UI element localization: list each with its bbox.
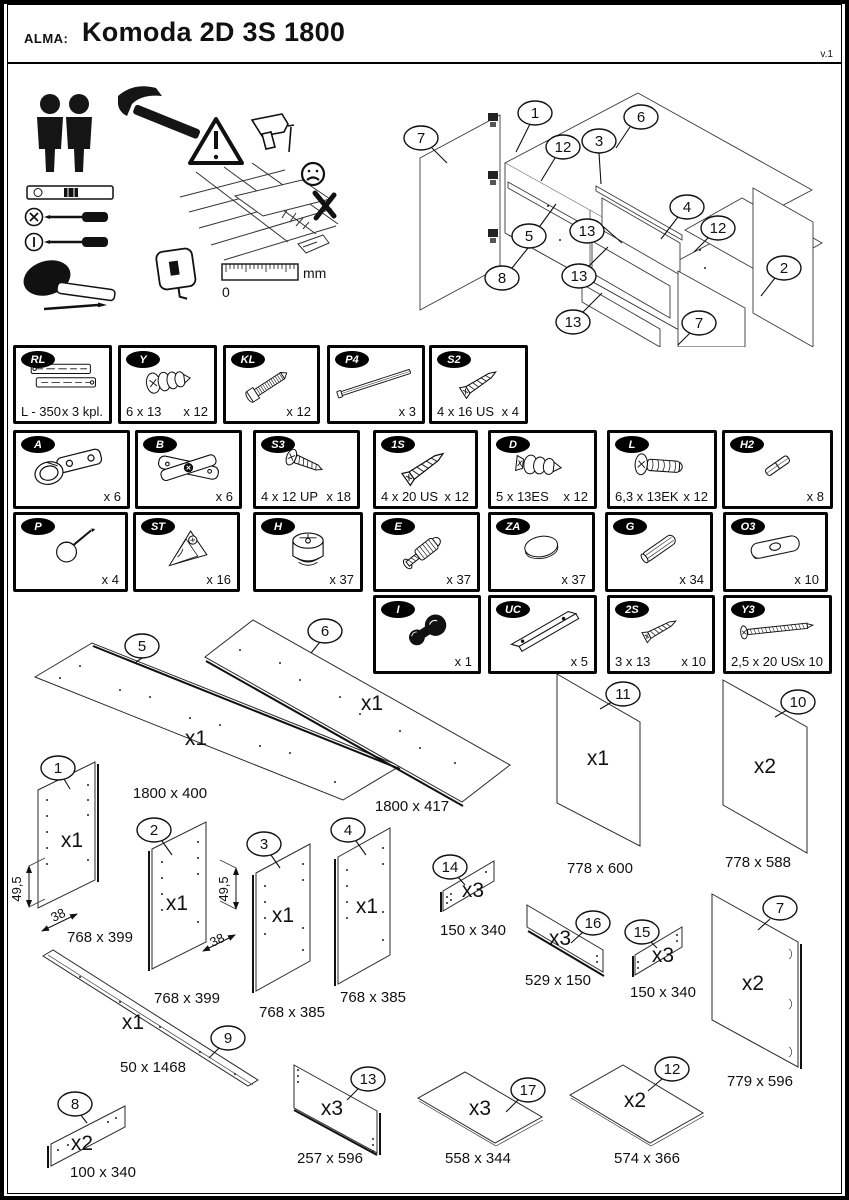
panel-17	[418, 1072, 545, 1167]
panel-dims: 150 x 340	[630, 984, 696, 1001]
part-spec: 4 x 20 US	[381, 489, 439, 504]
ruler-icon	[222, 264, 298, 280]
panel-callout: 8	[70, 1096, 80, 1113]
hardware-item-st	[133, 512, 240, 592]
panel-dims: 100 x 340	[70, 1164, 136, 1181]
part-qty: x 12	[444, 489, 469, 504]
part-qty: x 10	[681, 654, 706, 669]
panel-qty: x2	[623, 1089, 647, 1112]
hardware-item-s3	[253, 430, 360, 509]
part-qty: x 12	[286, 404, 311, 419]
callout-number: 5	[524, 228, 534, 245]
callout-number: 8	[497, 270, 507, 287]
hardware-item-kl	[223, 345, 320, 424]
part-code-badge: O3	[731, 518, 765, 535]
panel-dims: 768 x 399	[154, 990, 220, 1007]
panel-qty: x3	[651, 944, 675, 967]
panel-11	[557, 674, 640, 877]
panel-7	[712, 894, 801, 1090]
hammer-icon	[118, 86, 201, 139]
part-qty: x 37	[561, 572, 586, 587]
panel-qty: x2	[753, 755, 777, 778]
part-code-badge: A	[21, 436, 55, 453]
part-qty: x 37	[329, 572, 354, 587]
rubber-mallet-icon	[19, 254, 116, 301]
hardware-item-rl	[13, 345, 112, 424]
part-spec: 4 x 16 US	[437, 404, 495, 419]
header	[8, 5, 841, 64]
ruler-zero-label: 0	[222, 284, 230, 300]
hardware-item-h	[253, 512, 363, 592]
panel-callout: 10	[789, 694, 807, 711]
hardware-item-p	[13, 512, 128, 592]
panel-qty: x3	[548, 927, 572, 950]
panel-callout: 4	[343, 822, 353, 839]
panel-qty: x1	[271, 904, 295, 927]
part-code-badge: ST	[141, 518, 175, 535]
part-code-badge: RL	[21, 351, 55, 368]
brand-label: ALMA:	[24, 31, 69, 46]
power-drill-icon	[252, 114, 294, 152]
hardware-item-za	[488, 512, 595, 592]
panel-2	[137, 818, 236, 1007]
panel-16	[525, 905, 610, 989]
part-qty: x 16	[206, 572, 231, 587]
panel-callout: 9	[223, 1030, 233, 1047]
panel-dims: 1800 x 417	[374, 798, 450, 815]
panel-1	[9, 756, 133, 946]
hardware-item-y	[118, 345, 217, 424]
dim-label: 49,5	[9, 876, 24, 902]
panel-qty: x1	[586, 747, 610, 770]
part-code-badge: 1S	[381, 436, 415, 453]
part-code-badge: E	[381, 518, 415, 535]
part-code-badge: KL	[231, 351, 265, 368]
hardware-item-e	[373, 512, 480, 592]
panel-callout: 11	[615, 686, 631, 703]
part-spec: L - 350	[21, 404, 61, 419]
tape-measure-icon	[155, 248, 198, 303]
hardware-item-l	[607, 430, 717, 509]
panel-8	[48, 1092, 136, 1181]
spirit-level-icon	[27, 186, 113, 199]
part-qty: x 4	[101, 572, 119, 587]
panel-14	[433, 855, 506, 939]
callout-number: 12	[554, 139, 572, 156]
panel-callout: 3	[259, 836, 269, 853]
panel-dims: 768 x 385	[259, 1004, 325, 1021]
panel-12	[570, 1057, 704, 1167]
panel-callout: 7	[775, 900, 785, 917]
part-code-badge: Y3	[731, 601, 765, 618]
part-code-badge: 2S	[615, 601, 649, 618]
panel-9	[43, 950, 258, 1086]
callout-number: 7	[416, 130, 426, 147]
panel-13	[294, 1065, 385, 1167]
callout-number: 13	[578, 223, 596, 240]
part-qty: x 1	[454, 654, 472, 669]
panel-dims: 150 x 340	[440, 922, 506, 939]
phillips-screwdriver-icon	[26, 209, 109, 226]
warning-triangle-icon	[190, 119, 242, 163]
part-qty: x 3	[398, 404, 416, 419]
panel-10	[723, 680, 815, 871]
part-spec: 4 x 12 UP	[261, 489, 319, 504]
hardware-item-s2	[429, 345, 528, 424]
dim-label: 49,5	[216, 876, 231, 902]
panel-dims: 529 x 150	[525, 972, 591, 989]
page-title: Komoda 2D 3S 1800	[82, 17, 346, 47]
panel-qty: x2	[70, 1132, 94, 1155]
callout-number: 1	[530, 105, 540, 122]
panel-3	[247, 832, 325, 1021]
part-spec: 5 x 13ES	[496, 489, 549, 504]
panel-dims: 558 x 344	[445, 1150, 511, 1167]
panel-callout: 16	[584, 915, 602, 932]
panel-dims: 768 x 385	[340, 989, 406, 1006]
panel-callout: 5	[137, 638, 147, 655]
hardware-item-1s	[373, 430, 478, 509]
pencil-icon	[44, 303, 107, 310]
part-qty: x 5	[570, 654, 588, 669]
part-qty: x 10	[798, 654, 823, 669]
hardware-item-p4	[327, 345, 425, 424]
part-code-badge: P4	[335, 351, 369, 368]
part-code-badge: S3	[261, 436, 295, 453]
flat-screwdriver-icon	[26, 234, 109, 251]
part-code-badge: S2	[437, 351, 471, 368]
callout-number: 7	[694, 315, 704, 332]
panel-qty: x3	[468, 1097, 492, 1120]
panel-qty: x2	[741, 972, 765, 995]
part-qty: x 6	[103, 489, 121, 504]
panel-qty: x1	[165, 892, 189, 915]
panel-qty: x3	[461, 879, 485, 902]
callout-number: 3	[594, 133, 604, 150]
part-spec: 6 x 13	[126, 404, 162, 419]
callout-number: 12	[709, 220, 727, 237]
two-people-icon	[37, 94, 92, 172]
part-qty: x 8	[806, 489, 824, 504]
hardware-item-o3	[723, 512, 828, 592]
panel-dims: 768 x 399	[67, 929, 133, 946]
dim-label: 38	[48, 905, 68, 925]
part-code-badge: P	[21, 518, 55, 535]
part-qty: x 37	[446, 572, 471, 587]
part-spec: 6,3 x 13EK	[615, 489, 679, 504]
assembly-exploded-diagram	[380, 85, 849, 347]
part-qty: x 4	[501, 404, 519, 419]
cabinet-drawing	[420, 93, 822, 347]
panel-callout: 6	[320, 623, 330, 640]
panel-callout: 13	[359, 1071, 377, 1088]
callout-number: 6	[636, 109, 646, 126]
part-code-badge: L	[615, 436, 649, 453]
part-qty: x 12	[563, 489, 588, 504]
panel-parts-diagram	[0, 607, 849, 1200]
panel-4	[331, 818, 406, 1006]
callout-number: 2	[779, 260, 789, 277]
panel-callout: 1	[53, 760, 63, 777]
panel-callout: 17	[519, 1082, 537, 1099]
hardware-item-a	[13, 430, 130, 509]
panel-dims: 257 x 596	[297, 1150, 363, 1167]
panel-callout: 15	[633, 924, 651, 941]
panel-dims: 778 x 600	[567, 860, 633, 877]
panel-callout: 12	[663, 1061, 681, 1078]
part-code-badge: B	[143, 436, 177, 453]
part-qty: x 10	[794, 572, 819, 587]
part-code-badge: I	[381, 601, 415, 618]
hardware-item-g	[605, 512, 713, 592]
panel-dims: 1800 x 400	[132, 785, 208, 802]
part-qty: x 18	[326, 489, 351, 504]
panel-qty: x1	[184, 727, 208, 750]
ruler-unit-label: mm	[303, 265, 327, 281]
part-code-badge: D	[496, 436, 530, 453]
part-code-badge: ZA	[496, 518, 530, 535]
part-code-badge: H2	[730, 436, 764, 453]
dim-annotation	[203, 860, 236, 951]
hardware-item-b	[135, 430, 242, 509]
panel-dims: 50 x 1468	[120, 1059, 186, 1076]
tools-panel	[10, 85, 340, 320]
part-spec: 2,5 x 20 US	[731, 654, 799, 669]
hardware-item-d	[488, 430, 597, 509]
version-label: v.1	[820, 49, 833, 60]
dim-label: 38	[207, 930, 227, 950]
panel-qty: x1	[360, 692, 384, 715]
part-code-badge: UC	[496, 601, 530, 618]
panel-callout: 14	[441, 859, 459, 876]
part-code-badge: Y	[126, 351, 160, 368]
panel-dims: 574 x 366	[614, 1150, 680, 1167]
part-qty: x 12	[183, 404, 208, 419]
part-qty: x 6	[215, 489, 233, 504]
part-spec: 3 x 13	[615, 654, 651, 669]
panel-qty: x1	[355, 895, 379, 918]
callout-number: 13	[564, 314, 582, 331]
panel-qty: x3	[320, 1097, 344, 1120]
panel-callout: 2	[149, 822, 159, 839]
panel-dims: 778 x 588	[725, 854, 791, 871]
hardware-item-h2	[722, 430, 833, 509]
part-qty: x 34	[679, 572, 704, 587]
sad-face-icon	[302, 163, 324, 185]
part-qty: x 3 kpl.	[61, 404, 103, 419]
panel-qty: x1	[121, 1011, 145, 1034]
panel-15	[625, 920, 696, 1001]
part-qty: x 12	[683, 489, 708, 504]
part-code-badge: H	[261, 518, 295, 535]
panel-dims: 779 x 596	[727, 1073, 793, 1090]
panel-qty: x1	[60, 829, 84, 852]
callout-number: 4	[682, 199, 692, 216]
callout-number: 13	[570, 268, 588, 285]
part-code-badge: G	[613, 518, 647, 535]
